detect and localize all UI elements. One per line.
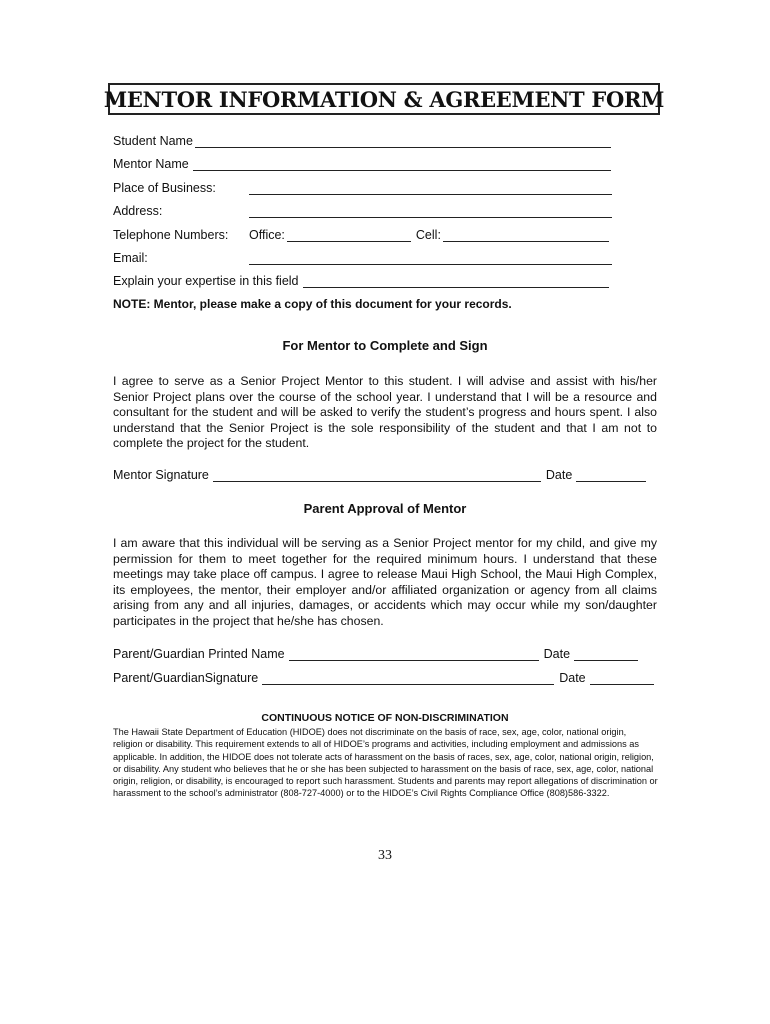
parent-printed-name-label: Parent/Guardian Printed Name <box>113 647 285 661</box>
non-discrimination-body: The Hawaii State Department of Education (HIDOE) does not discriminate on the basis of race, sex, age, color, national origin, religion or disability. This requirement extends to all of HIDOE’s programs and activities, including employment and admissions as applicable. In addition, the HIDOE does not tolerate acts of harassment on the basis of races, sex, age, color, national origin, religion, or disability. Any student who believes that he or she has been subjected to harassment on the basis of race, sex, age, color, national origin, religion, or disability, is encouraged to report such harassment. Students and parents may report allegations of discrimination or harassment to the school’s administrator (808-727-4000) or to the HIDOE’s Civil Rights Compliance Office (808)586-3322. <box>113 727 658 799</box>
copy-note: NOTE: Mentor, please make a copy of this document for your records. <box>113 297 512 311</box>
place-of-business-row <box>113 177 614 195</box>
student-name-label: Student Name <box>113 134 193 148</box>
address-line[interactable] <box>249 205 612 218</box>
mentor-signature-label: Mentor Signature <box>113 468 209 482</box>
parent-signature-label: Parent/GuardianSignature <box>113 671 259 685</box>
parent-signature-date-label: Date <box>559 671 586 685</box>
email-line[interactable] <box>249 252 612 265</box>
cell-label: Cell: <box>415 228 441 242</box>
form-title-box <box>103 83 665 115</box>
place-of-business-line[interactable] <box>249 182 612 195</box>
parent-printed-name-line[interactable] <box>289 648 539 661</box>
address-row <box>113 200 614 218</box>
expertise-row <box>113 270 611 288</box>
page-number: 33 <box>378 848 392 863</box>
non-discrimination-heading: CONTINUOUS NOTICE OF NON-DISCRIMINATION <box>261 712 509 724</box>
mentor-signature-line[interactable] <box>213 469 541 482</box>
parent-approval-paragraph: I am aware that this individual will be serving as a Senior Project mentor for my child, and give my permission for them to meet together for the required minimum hours. I understand that these meetings may take place off campus. I agree to release Maui High School, the Maui High Complex, its employees, the mentor, their employer and/or affiliated organization or agency from all claims arising from any and all injuries, damages, or accidents which may occur while my son/daughter participates in the project that he/she has chosen. <box>113 536 657 628</box>
mentor-name-row <box>113 153 613 171</box>
office-line[interactable] <box>287 229 411 242</box>
telephone-row <box>113 224 611 242</box>
address-label: Address: <box>113 204 163 218</box>
mentor-date-label: Date <box>545 468 573 482</box>
mentor-date-line[interactable] <box>576 469 646 482</box>
email-row <box>113 247 614 265</box>
expertise-label: Explain your expertise in this field <box>113 274 299 288</box>
expertise-line[interactable] <box>303 275 609 288</box>
cell-line[interactable] <box>443 229 609 242</box>
form-title: MENTOR INFORMATION & AGREEMENT FORM <box>103 86 665 112</box>
mentor-section-heading: For Mentor to Complete and Sign <box>282 338 488 353</box>
student-name-row <box>113 130 613 148</box>
parent-signature-date-line[interactable] <box>590 672 654 685</box>
parent-signature-line[interactable] <box>262 672 554 685</box>
mentor-name-label: Mentor Name <box>113 157 189 171</box>
parent-printed-name-row <box>113 643 640 661</box>
parent-signature-row <box>113 667 656 685</box>
student-name-line[interactable] <box>195 135 611 148</box>
parent-printed-date-line[interactable] <box>574 648 638 661</box>
telephone-label: Telephone Numbers: <box>113 228 229 242</box>
email-label: Email: <box>113 251 148 265</box>
parent-section-heading: Parent Approval of Mentor <box>303 501 467 516</box>
place-of-business-label: Place of Business: <box>113 181 216 195</box>
mentor-agreement-paragraph: I agree to serve as a Senior Project Mentor to this student. I will advise and assist with his/her Senior Project plans over the course of the school year. I understand that I will be a resource and consultant for the student and will be asked to verify the student’s progress and hours spent. I also understand that the Senior Project is the sole responsibility of the student and that I am not to complete the project for the student. <box>113 374 657 451</box>
parent-printed-date-label: Date <box>543 647 571 661</box>
mentor-signature-row <box>113 464 648 482</box>
office-label: Office: <box>249 228 285 242</box>
mentor-name-line[interactable] <box>193 158 611 171</box>
